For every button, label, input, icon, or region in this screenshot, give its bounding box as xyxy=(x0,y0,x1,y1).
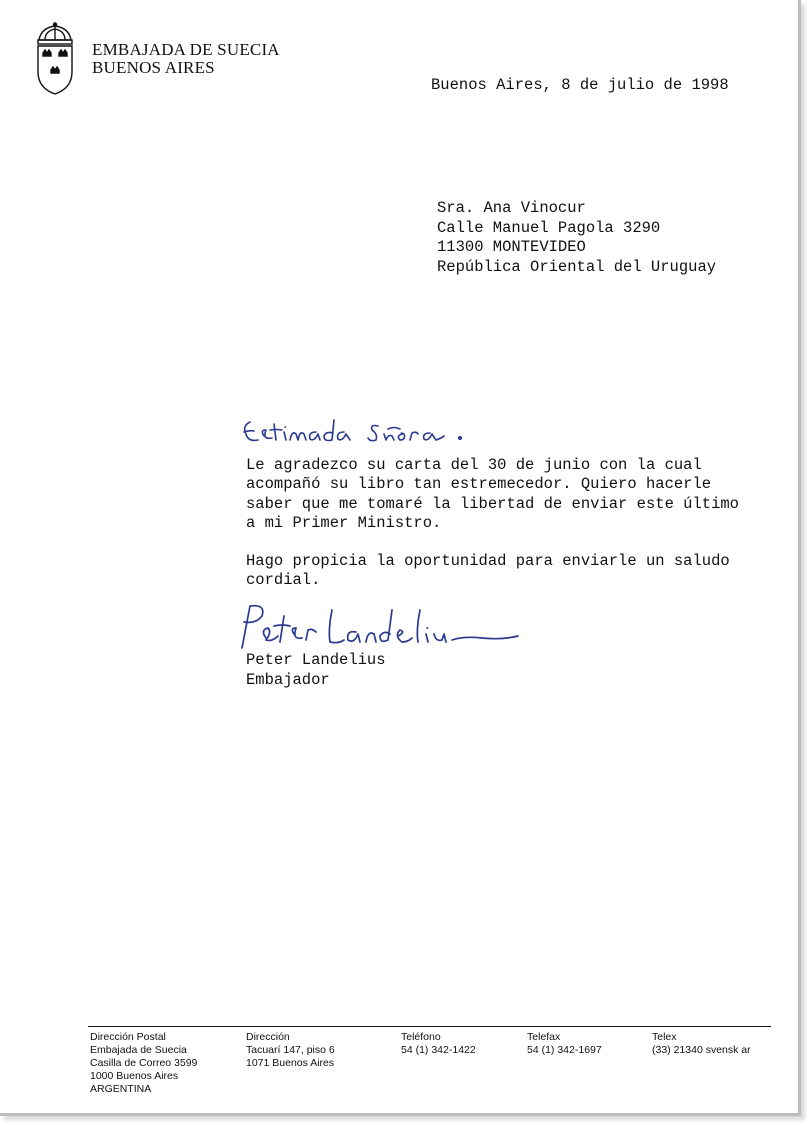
body-line: Le agradezco su carta del 30 de junio con la cual xyxy=(246,456,702,474)
letterhead-line1: EMBAJADA DE SUECIA xyxy=(92,40,280,59)
recipient-line: Calle Manuel Pagola 3290 xyxy=(437,218,661,237)
handwritten-signature xyxy=(232,600,532,655)
letterhead-line2: BUENOS AIRES xyxy=(92,58,215,77)
footer-phone: Teléfono 54 (1) 342-1422 xyxy=(401,1031,476,1056)
footer-postal-address: Dirección Postal Embajada de Suecia Casilla de Correo 3599 1000 Buenos Aires ARGENTINA xyxy=(90,1031,198,1095)
footer-telex: Telex (33) 21340 svensk ar xyxy=(652,1031,751,1056)
recipient-line: 11300 MONTEVIDEO xyxy=(437,238,586,256)
body-paragraph xyxy=(246,552,786,591)
recipient-line: República Oriental del Uruguay xyxy=(437,257,717,276)
body-paragraph xyxy=(246,456,786,533)
signer-title: Embajador xyxy=(246,670,330,689)
footer-fax: Telefax 54 (1) 342-1697 xyxy=(527,1031,602,1056)
footer-divider xyxy=(88,1026,771,1027)
swedish-crest-logo xyxy=(33,22,77,96)
body-line: Hago propicia la oportunidad para enviarle un saludo xyxy=(246,552,730,571)
body-line: saber que me tomaré la libertad de enviar este último xyxy=(246,494,739,513)
recipient-line: Sra. Ana Vinocur xyxy=(437,199,586,217)
handwritten-salutation xyxy=(238,412,538,452)
footer-street-address: Dirección Tacuarí 147, piso 6 1071 Buenos Aires xyxy=(246,1031,335,1069)
letter-body xyxy=(246,456,786,610)
letterhead xyxy=(92,41,280,77)
signer-block xyxy=(246,651,386,690)
recipient-address xyxy=(437,199,716,277)
signer-name: Peter Landelius xyxy=(246,651,386,669)
body-line: a mi Primer Ministro. xyxy=(246,513,442,532)
body-line: acompañó su libro tan estremecedor. Quiero hacerle xyxy=(246,475,712,494)
body-line: cordial. xyxy=(246,571,321,590)
letter-date: Buenos Aires, 8 de julio de 1998 xyxy=(431,76,729,94)
